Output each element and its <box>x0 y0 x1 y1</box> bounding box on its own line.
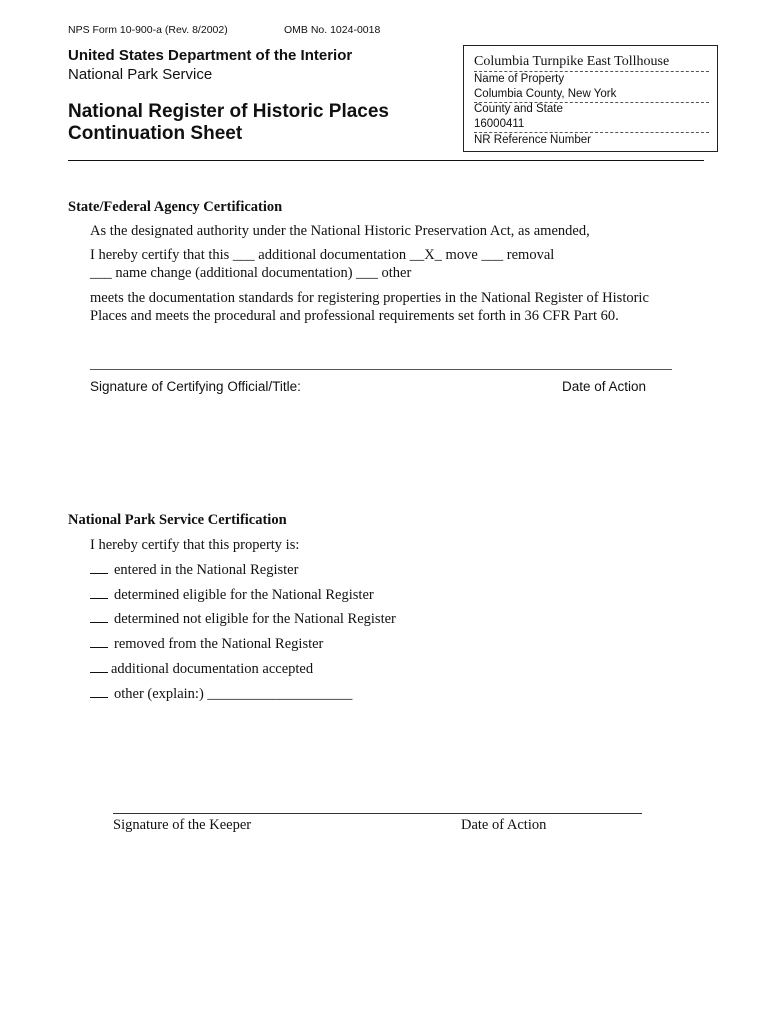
nps-cert-heading: National Park Service Certification <box>68 512 287 528</box>
state-cert-standards-line-1: meets the documentation standards for registering properties in the National Register of Historic <box>90 290 649 306</box>
state-cert-heading: State/Federal Agency Certification <box>68 199 283 215</box>
reference-number: 16000411 <box>474 118 525 130</box>
option-label: removed from the National Register <box>114 636 324 652</box>
state-cert-certify-line-1: I hereby certify that this ___ additional documentation __X_ move ___ removal <box>90 247 555 263</box>
state-date-of-action-label: Date of Action <box>562 379 647 394</box>
page-title: National Register of Historic Places <box>68 101 389 122</box>
keeper-date-of-action-label: Date of Action <box>461 817 547 833</box>
keeper-signature-line[interactable] <box>113 813 642 814</box>
nps-option-not-eligible[interactable] <box>90 610 396 628</box>
option-blank[interactable] <box>90 610 108 623</box>
keeper-signature-label: Signature of the Keeper <box>113 817 252 833</box>
option-label: other (explain:) ____________________ <box>114 686 353 702</box>
option-label: additional documentation accepted <box>111 661 314 677</box>
department-name: United States Department of the Interior <box>68 47 353 64</box>
state-cert-standards-line-2: Places and meets the procedural and professional requirements set forth in 36 CFR Part 60. <box>90 308 619 324</box>
option-blank[interactable] <box>90 561 108 574</box>
agency-name: National Park Service <box>68 66 213 83</box>
property-name-label: Name of Property <box>474 73 565 85</box>
property-info-box <box>463 45 718 152</box>
option-label: entered in the National Register <box>114 562 299 578</box>
header-divider <box>68 160 704 161</box>
state-cert-intro: As the designated authority under the National Historic Preservation Act, as amended, <box>90 223 590 239</box>
form-number: NPS Form 10-900-a (Rev. 8/2002) <box>68 24 228 36</box>
reference-number-rule <box>474 132 709 133</box>
certifying-official-signature-line[interactable] <box>90 369 672 370</box>
option-blank[interactable] <box>90 685 108 698</box>
nps-option-additional-documentation[interactable] <box>90 660 313 678</box>
county-state: Columbia County, New York <box>474 88 617 100</box>
reference-number-label: NR Reference Number <box>474 134 591 146</box>
state-cert-certify-line-2: ___ name change (additional documentation) ___ other <box>90 265 412 281</box>
option-blank[interactable] <box>90 635 108 648</box>
option-label: determined eligible for the National Register <box>114 587 374 603</box>
nps-option-entered[interactable] <box>90 561 298 579</box>
property-name: Columbia Turnpike East Tollhouse <box>474 54 670 69</box>
nps-option-other[interactable] <box>90 685 352 703</box>
nps-option-removed[interactable] <box>90 635 323 653</box>
nps-option-eligible[interactable] <box>90 586 374 604</box>
nps-cert-intro: I hereby certify that this property is: <box>90 537 300 553</box>
option-blank[interactable] <box>90 586 108 599</box>
property-name-rule <box>474 71 709 72</box>
option-label: determined not eligible for the National Register <box>114 611 396 627</box>
omb-number: OMB No. 1024-0018 <box>284 24 381 36</box>
page-subtitle: Continuation Sheet <box>68 123 243 144</box>
certifying-official-signature-label: Signature of Certifying Official/Title: <box>90 379 301 394</box>
county-state-label: County and State <box>474 103 563 115</box>
option-blank[interactable] <box>90 660 108 673</box>
